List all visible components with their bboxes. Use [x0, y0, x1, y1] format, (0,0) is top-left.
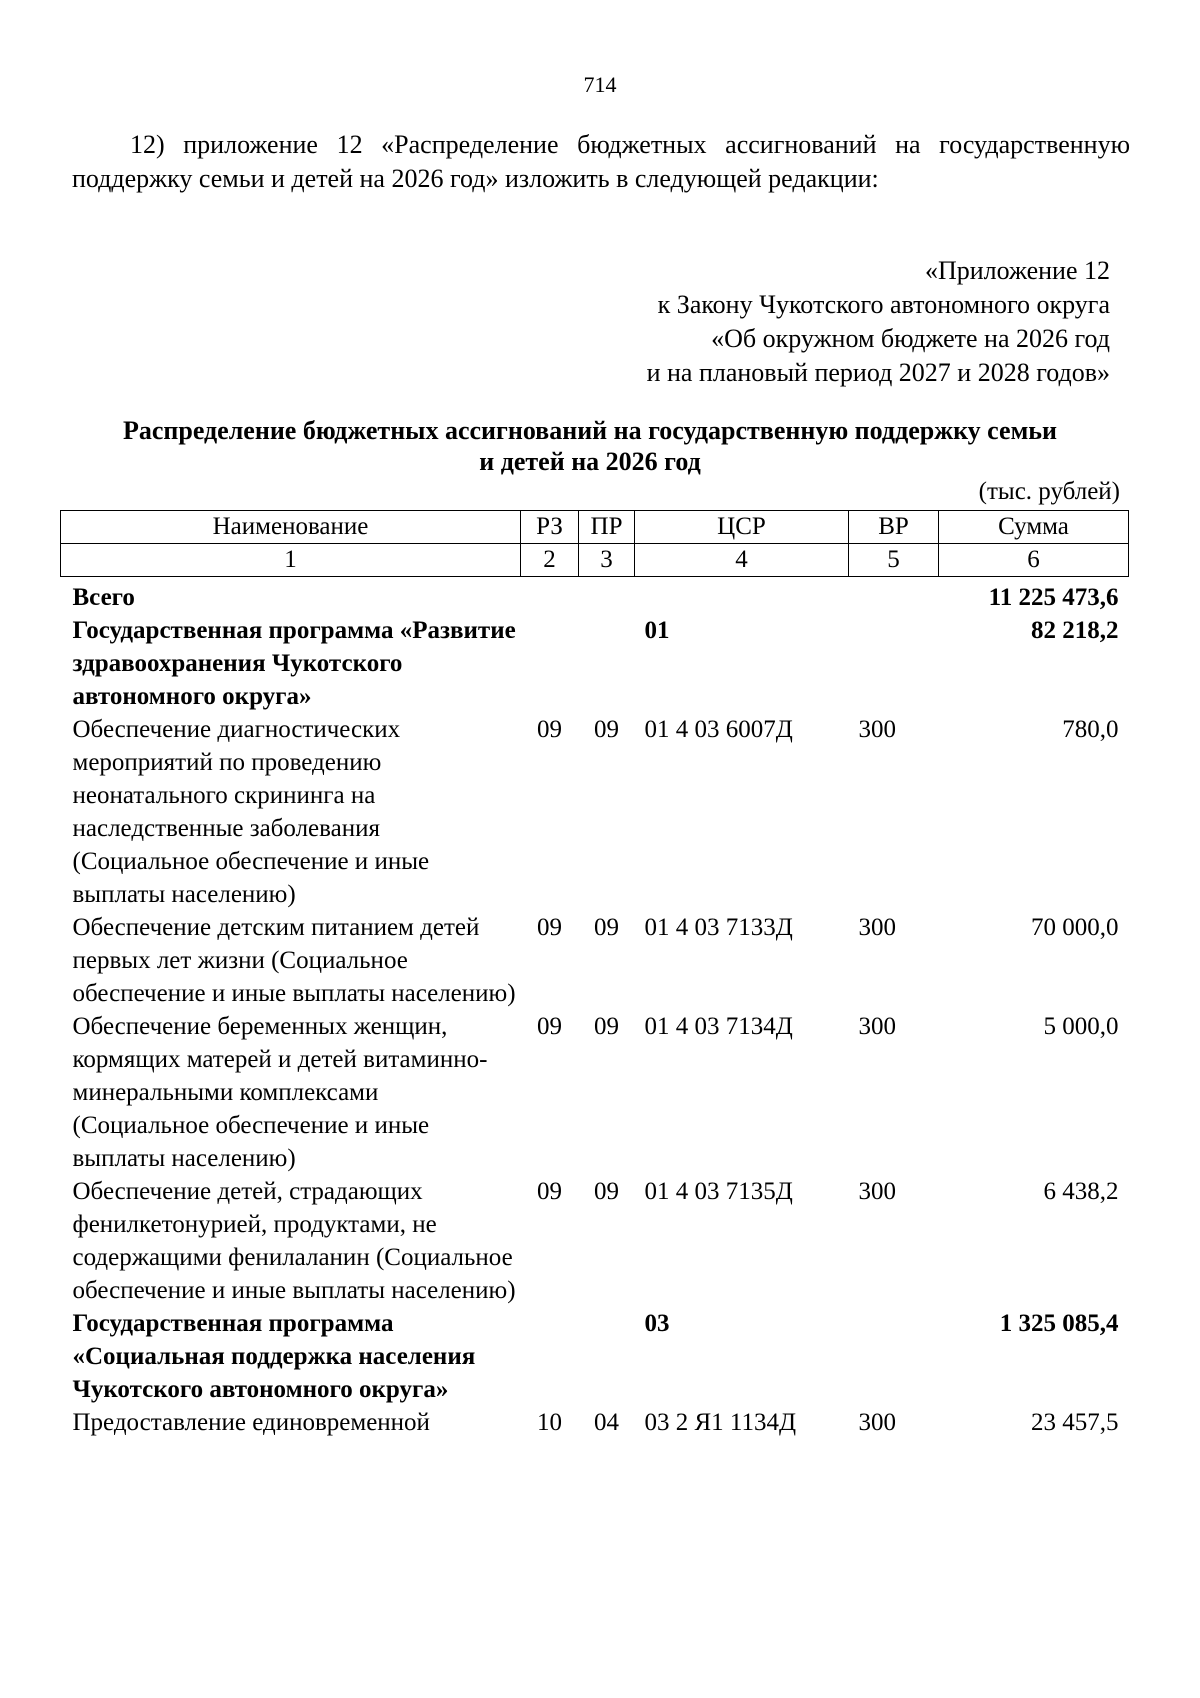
row-name: Обеспечение детей, страдающих фенилкетонурией, продуктами, не содержащими фенилаланин (Социальное обеспечение и иные выплаты населению) — [72, 1178, 516, 1304]
row-rz — [521, 1307, 579, 1406]
table-row-program — [61, 614, 1129, 713]
row-csr: 01 4 03 7133Д — [644, 914, 793, 941]
row-pr — [579, 1307, 635, 1406]
row-vr — [849, 577, 939, 615]
column-number-row — [61, 544, 1129, 577]
table-body — [61, 577, 1129, 1440]
table-row-total — [61, 577, 1129, 615]
row-pr — [579, 577, 635, 615]
header-vr: ВР — [849, 511, 939, 544]
appendix-header — [647, 254, 1110, 390]
row-sum: 6 438,2 — [1043, 1178, 1119, 1205]
header-rz: РЗ — [521, 511, 579, 544]
row-csr: 01 — [644, 617, 670, 644]
row-name: Обеспечение детским питанием детей первых лет жизни (Социальное обеспечение и иные выплаты населению) — [72, 914, 516, 1007]
row-pr: 09 — [594, 1013, 619, 1040]
budget-table — [60, 510, 1129, 1439]
row-vr: 300 — [858, 716, 896, 743]
row-rz: 09 — [537, 716, 562, 743]
header-pr: ПР — [579, 511, 635, 544]
column-number: 5 — [849, 544, 939, 577]
document-title — [60, 415, 1120, 477]
row-sum: 780,0 — [1062, 716, 1119, 743]
appendix-header-line: «Приложение 12 — [924, 256, 1110, 285]
row-csr: 01 4 03 6007Д — [644, 716, 793, 743]
row-pr: 09 — [594, 1178, 619, 1205]
row-rz: 09 — [537, 914, 562, 941]
table-row — [61, 1175, 1129, 1307]
row-vr — [849, 614, 939, 713]
table-row — [61, 1406, 1129, 1439]
table-row-program — [61, 1307, 1129, 1406]
row-vr: 300 — [858, 1178, 896, 1205]
row-sum: 82 218,2 — [1031, 617, 1119, 644]
row-name: Государственная программа «Социальная поддержка населения Чукотского автономного округа» — [72, 1310, 476, 1403]
row-rz — [521, 577, 579, 615]
row-rz: 09 — [537, 1013, 562, 1040]
row-vr: 300 — [858, 1409, 896, 1436]
row-pr: 04 — [594, 1409, 619, 1436]
header-csr: ЦСР — [635, 511, 849, 544]
row-sum: 70 000,0 — [1031, 914, 1119, 941]
table-row — [61, 911, 1129, 1010]
appendix-header-line: к Закону Чукотского автономного округа — [657, 290, 1110, 319]
row-csr — [635, 577, 849, 615]
header-sum: Сумма — [939, 511, 1129, 544]
row-csr: 03 — [644, 1310, 670, 1337]
row-sum: 1 325 085,4 — [999, 1310, 1119, 1337]
table-row — [61, 713, 1129, 911]
row-name: Обеспечение диагностических мероприятий по проведению неонатального скрининга на наследственные заболевания (Социальное обеспечение и иные выплаты населению) — [72, 716, 430, 908]
unit-label: (тыс. рублей) — [978, 478, 1120, 505]
appendix-header-line: «Об окружном бюджете на 2026 год — [711, 324, 1110, 353]
row-name: Всего — [72, 584, 135, 611]
row-csr: 03 2 Я1 1134Д — [644, 1409, 797, 1436]
row-pr — [579, 614, 635, 713]
row-rz — [521, 614, 579, 713]
document-title-line: Распределение бюджетных ассигнований на государственную поддержку семьи — [122, 416, 1058, 445]
appendix-header-line: и на плановый период 2027 и 2028 годов» — [646, 358, 1110, 387]
column-number: 6 — [939, 544, 1129, 577]
row-rz: 10 — [537, 1409, 562, 1436]
column-number: 2 — [521, 544, 579, 577]
row-csr: 01 4 03 7134Д — [644, 1013, 793, 1040]
page-number: 714 — [583, 72, 617, 97]
header-name: Наименование — [61, 511, 521, 544]
table-row — [61, 1010, 1129, 1175]
row-vr: 300 — [858, 914, 896, 941]
document-title-line: и детей на 2026 год — [479, 447, 701, 476]
row-sum: 11 225 473,6 — [988, 584, 1119, 611]
column-number: 3 — [579, 544, 635, 577]
header-row — [61, 511, 1129, 544]
row-pr: 09 — [594, 716, 619, 743]
column-number: 4 — [635, 544, 849, 577]
row-vr — [849, 1307, 939, 1406]
row-pr: 09 — [594, 914, 619, 941]
row-vr: 300 — [858, 1013, 896, 1040]
row-rz: 09 — [537, 1178, 562, 1205]
row-name: Обеспечение беременных женщин, кормящих матерей и детей витаминно-минеральными комплексами (Социальное обеспечение и иные выплаты населению) — [72, 1013, 488, 1172]
row-sum: 23 457,5 — [1031, 1409, 1119, 1436]
row-name: Предоставление единовременной — [72, 1409, 430, 1436]
row-name: Государственная программа «Развитие здравоохранения Чукотского автономного округа» — [72, 617, 516, 710]
table-header — [61, 511, 1129, 577]
row-csr: 01 4 03 7135Д — [644, 1178, 793, 1205]
intro-paragraph: 12) приложение 12 «Распределение бюджетных ассигнований на государственную поддержку семьи и детей на 2026 год» изложить в следующей редакции: — [72, 130, 1130, 193]
column-number: 1 — [61, 544, 521, 577]
row-sum: 5 000,0 — [1043, 1013, 1119, 1040]
